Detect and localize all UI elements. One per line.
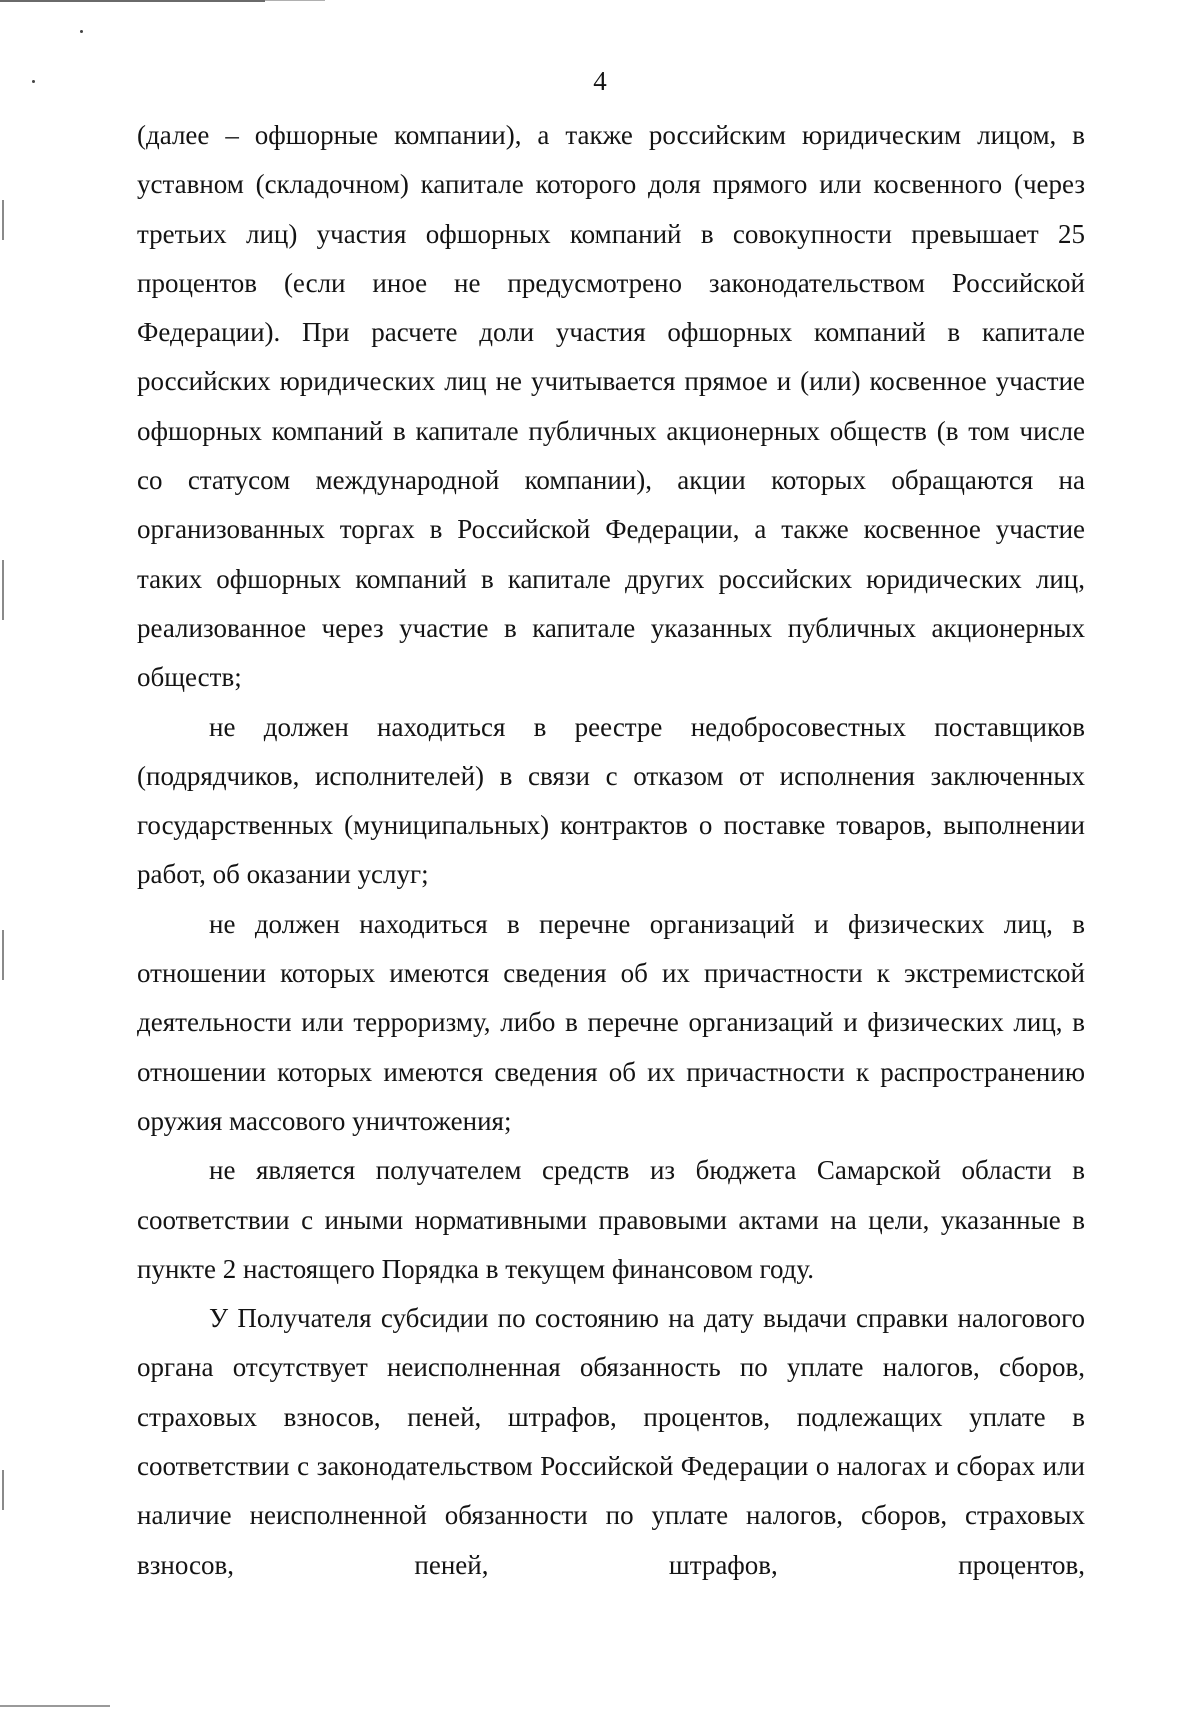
paragraph: У Получателя субсидии по состоянию на дату выдачи справки налогового органа отсутствует неисполненная обязанность по уплате налогов, сборов, страховых взносов, пеней, штрафов, процентов, подлежащих уплате в соответствии с законодательством Российской Федерации о налогах и сборах или наличие неисполненной обязанности по уплате налогов, сборов, страховых взносов, пеней, штрафов, процентов, (137, 1303, 1085, 1580)
paragraph: (далее – офшорные компании), а также российским юридическим лицом, в уставном (складочном) капитале которого доля прямого или косвенного (через третьих лиц) участия офшорных компаний в совокупности превышает 25 процентов (если иное не предусмотрено законодательством Российской Федерации). При расчете доли участия офшорных компаний в капитале российских юридических лиц не учитывается прямое и (или) косвенное участие офшорных компаний в капитале публичных акционерных обществ (в том числе со статусом международной компании), акции которых обращаются на организованных торгах в Российской Федерации, а также косвенное участие таких офшорных компаний в капитале других российских юридических лиц, реализованное через участие в капитале указанных публичных акционерных обществ; (137, 120, 1085, 693)
scan-artifact-edge (2, 930, 4, 980)
scan-artifact-line (0, 1705, 110, 1707)
scan-artifact-line (0, 0, 265, 2)
paragraph: не должен находиться в реестре недобросовестных поставщиков (подрядчиков, исполнителей) в связи с отказом от исполнения заключенных государственных (муниципальных) контрактов о поставке товаров, выполнении работ, об оказании услуг; (137, 711, 1085, 890)
scan-artifact-edge (2, 1470, 4, 1510)
scan-artifact-edge (2, 560, 4, 620)
paragraph: не является получателем средств из бюджета Самарской области в соответствии с иными нормативными правовыми актами на цели, указанные в пункте 2 настоящего Порядка в текущем финансовом году. (137, 1155, 1085, 1284)
paragraph: не должен находиться в перечне организаций и физических лиц, в отношении которых имеются сведения об их причастности к экстремистской деятельности или терроризму, либо в перечне организаций и физических лиц, в отношении которых имеются сведения об их причастности к распространению оружия массового уничтожения; (137, 908, 1085, 1136)
scan-artifact-edge (2, 200, 4, 240)
page-number: 4 (593, 66, 607, 96)
scan-artifact-line (265, 0, 325, 1)
scan-artifact-dot (80, 30, 83, 33)
document-body (137, 111, 1085, 1590)
